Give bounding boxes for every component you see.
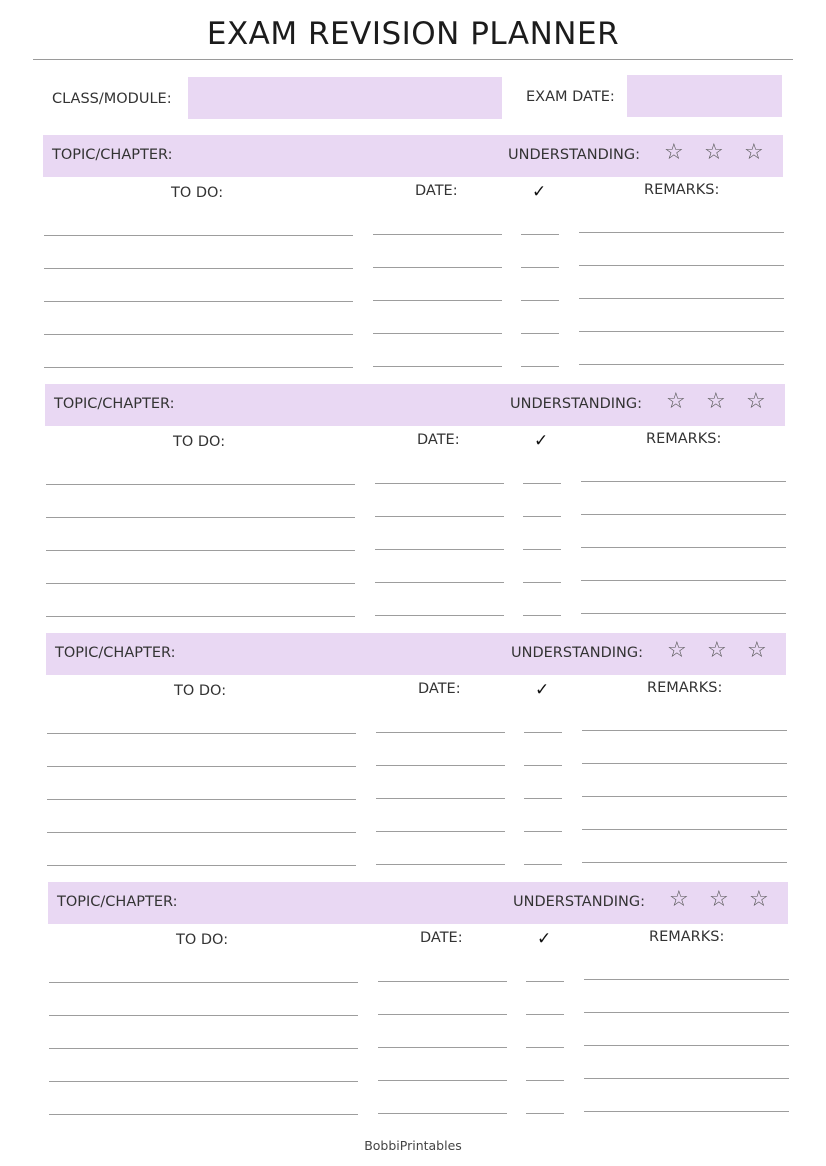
- topic-band[interactable]: [43, 135, 783, 177]
- remarks-entry-line[interactable]: [579, 298, 784, 299]
- date-column-label: DATE:: [417, 432, 460, 448]
- topic-chapter-label: TOPIC/CHAPTER:: [55, 645, 176, 661]
- todo-entry-line[interactable]: [49, 1081, 358, 1082]
- check-entry-line[interactable]: [521, 267, 559, 268]
- remarks-column-label: REMARKS:: [647, 680, 723, 696]
- date-entry-line[interactable]: [376, 864, 505, 865]
- date-entry-line[interactable]: [375, 582, 504, 583]
- todo-entry-line[interactable]: [46, 583, 355, 584]
- check-entry-line[interactable]: [521, 333, 559, 334]
- date-entry-line[interactable]: [376, 831, 505, 832]
- remarks-entry-line[interactable]: [579, 265, 784, 266]
- topic-band[interactable]: [46, 633, 786, 675]
- topic-chapter-label: TOPIC/CHAPTER:: [52, 147, 173, 163]
- understanding-label: UNDERSTANDING:: [510, 396, 642, 412]
- understanding-label: UNDERSTANDING:: [508, 147, 640, 163]
- topic-chapter-label: TOPIC/CHAPTER:: [57, 894, 178, 910]
- date-entry-line[interactable]: [373, 267, 502, 268]
- todo-entry-line[interactable]: [46, 484, 355, 485]
- todo-entry-line[interactable]: [44, 334, 353, 335]
- check-entry-line[interactable]: [521, 366, 559, 367]
- remarks-entry-line[interactable]: [582, 796, 787, 797]
- date-entry-line[interactable]: [378, 1014, 507, 1015]
- check-entry-line[interactable]: [526, 1080, 564, 1081]
- check-entry-line[interactable]: [526, 1014, 564, 1015]
- todo-entry-line[interactable]: [46, 616, 355, 617]
- date-entry-line[interactable]: [378, 981, 507, 982]
- remarks-column-label: REMARKS:: [644, 182, 720, 198]
- date-entry-line[interactable]: [373, 300, 502, 301]
- date-entry-line[interactable]: [375, 615, 504, 616]
- remarks-entry-line[interactable]: [584, 979, 789, 980]
- remarks-column-label: REMARKS:: [646, 431, 722, 447]
- remarks-column-label: REMARKS:: [649, 929, 725, 945]
- topic-band[interactable]: [45, 384, 785, 426]
- topic-band[interactable]: [48, 882, 788, 924]
- check-entry-line[interactable]: [523, 615, 561, 616]
- check-entry-line[interactable]: [526, 981, 564, 982]
- todo-column-label: TO DO:: [173, 434, 226, 450]
- todo-entry-line[interactable]: [47, 766, 356, 767]
- rating-star-icon[interactable]: ☆: [749, 887, 769, 912]
- check-entry-line[interactable]: [524, 798, 562, 799]
- remarks-entry-line[interactable]: [581, 514, 786, 515]
- rating-star-icon[interactable]: ☆: [664, 140, 684, 165]
- remarks-entry-line[interactable]: [579, 364, 784, 365]
- date-column-label: DATE:: [415, 183, 458, 199]
- rating-star-icon[interactable]: ☆: [746, 389, 766, 414]
- date-entry-line[interactable]: [376, 765, 505, 766]
- todo-entry-line[interactable]: [46, 550, 355, 551]
- todo-entry-line[interactable]: [49, 1114, 358, 1115]
- done-check-icon: ✓: [532, 182, 547, 202]
- todo-entry-line[interactable]: [47, 799, 356, 800]
- check-entry-line[interactable]: [526, 1113, 564, 1114]
- remarks-entry-line[interactable]: [584, 1078, 789, 1079]
- rating-star-icon[interactable]: ☆: [707, 638, 727, 663]
- check-entry-line[interactable]: [521, 234, 559, 235]
- remarks-entry-line[interactable]: [582, 829, 787, 830]
- topic-chapter-label: TOPIC/CHAPTER:: [54, 396, 175, 412]
- check-entry-line[interactable]: [523, 549, 561, 550]
- date-entry-line[interactable]: [375, 516, 504, 517]
- done-check-icon: ✓: [535, 680, 550, 700]
- understanding-label: UNDERSTANDING:: [513, 894, 645, 910]
- todo-entry-line[interactable]: [49, 1048, 358, 1049]
- todo-entry-line[interactable]: [49, 982, 358, 983]
- check-entry-line[interactable]: [524, 864, 562, 865]
- title-divider: [33, 59, 793, 60]
- todo-entry-line[interactable]: [49, 1015, 358, 1016]
- date-entry-line[interactable]: [378, 1080, 507, 1081]
- todo-entry-line[interactable]: [47, 733, 356, 734]
- check-entry-line[interactable]: [524, 732, 562, 733]
- remarks-entry-line[interactable]: [579, 232, 784, 233]
- remarks-entry-line[interactable]: [582, 763, 787, 764]
- class-module-field[interactable]: [188, 77, 502, 119]
- class-module-label: CLASS/MODULE:: [52, 91, 172, 107]
- todo-column-label: TO DO:: [174, 683, 227, 699]
- remarks-entry-line[interactable]: [582, 730, 787, 731]
- date-entry-line[interactable]: [375, 483, 504, 484]
- check-entry-line[interactable]: [523, 582, 561, 583]
- rating-star-icon[interactable]: ☆: [744, 140, 764, 165]
- check-entry-line[interactable]: [523, 483, 561, 484]
- remarks-entry-line[interactable]: [584, 1012, 789, 1013]
- date-column-label: DATE:: [418, 681, 461, 697]
- done-check-icon: ✓: [534, 431, 549, 451]
- remarks-entry-line[interactable]: [579, 331, 784, 332]
- date-column-label: DATE:: [420, 930, 463, 946]
- remarks-entry-line[interactable]: [584, 1045, 789, 1046]
- todo-entry-line[interactable]: [44, 301, 353, 302]
- rating-star-icon[interactable]: ☆: [704, 140, 724, 165]
- remarks-entry-line[interactable]: [581, 481, 786, 482]
- check-entry-line[interactable]: [524, 831, 562, 832]
- todo-entry-line[interactable]: [44, 367, 353, 368]
- brand-footer: BobbiPrintables: [364, 1138, 462, 1153]
- todo-entry-line[interactable]: [44, 268, 353, 269]
- rating-star-icon[interactable]: ☆: [669, 887, 689, 912]
- remarks-entry-line[interactable]: [581, 613, 786, 614]
- remarks-entry-line[interactable]: [582, 862, 787, 863]
- remarks-entry-line[interactable]: [584, 1111, 789, 1112]
- done-check-icon: ✓: [537, 929, 552, 949]
- rating-star-icon[interactable]: ☆: [667, 638, 687, 663]
- check-entry-line[interactable]: [523, 516, 561, 517]
- todo-entry-line[interactable]: [47, 865, 356, 866]
- remarks-entry-line[interactable]: [581, 547, 786, 548]
- date-entry-line[interactable]: [378, 1113, 507, 1114]
- rating-star-icon[interactable]: ☆: [666, 389, 686, 414]
- check-entry-line[interactable]: [524, 765, 562, 766]
- check-entry-line[interactable]: [526, 1047, 564, 1048]
- rating-star-icon[interactable]: ☆: [706, 389, 726, 414]
- todo-entry-line[interactable]: [44, 235, 353, 236]
- todo-column-label: TO DO:: [171, 185, 224, 201]
- understanding-label: UNDERSTANDING:: [511, 645, 643, 661]
- todo-entry-line[interactable]: [47, 832, 356, 833]
- check-entry-line[interactable]: [521, 300, 559, 301]
- date-entry-line[interactable]: [373, 333, 502, 334]
- date-entry-line[interactable]: [376, 798, 505, 799]
- todo-entry-line[interactable]: [46, 517, 355, 518]
- date-entry-line[interactable]: [376, 732, 505, 733]
- exam-date-field[interactable]: [627, 75, 782, 117]
- rating-star-icon[interactable]: ☆: [747, 638, 767, 663]
- rating-star-icon[interactable]: ☆: [709, 887, 729, 912]
- date-entry-line[interactable]: [375, 549, 504, 550]
- date-entry-line[interactable]: [373, 234, 502, 235]
- todo-column-label: TO DO:: [176, 932, 229, 948]
- page-title: EXAM REVISION PLANNER: [206, 16, 620, 52]
- remarks-entry-line[interactable]: [581, 580, 786, 581]
- date-entry-line[interactable]: [373, 366, 502, 367]
- date-entry-line[interactable]: [378, 1047, 507, 1048]
- exam-date-label: EXAM DATE:: [526, 89, 615, 105]
